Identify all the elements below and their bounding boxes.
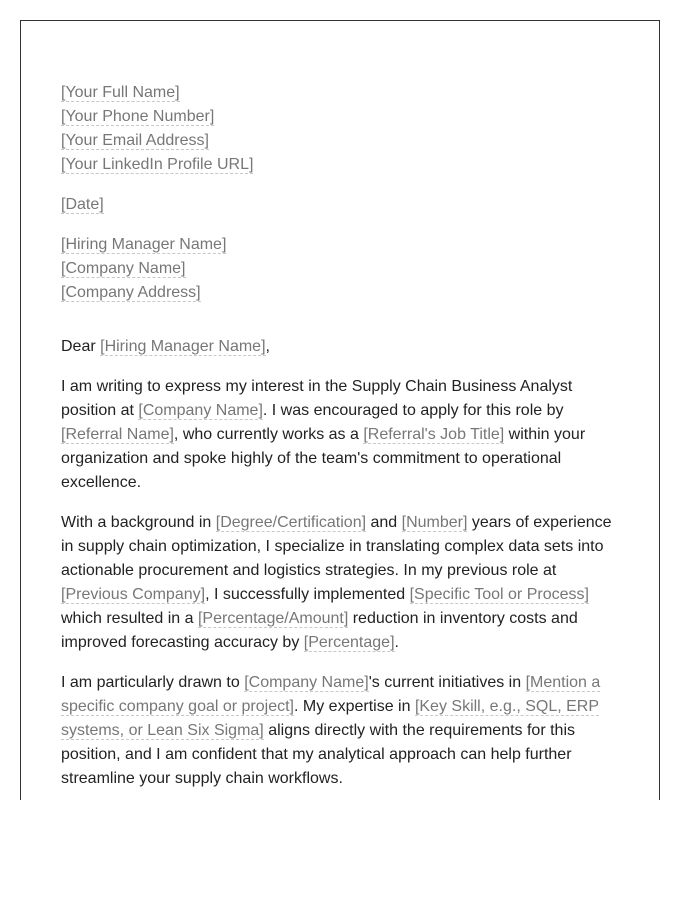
p1-text: I am writing to express my interest in the Supply Chain Business Analyst position at [61, 378, 573, 419]
p2-text: which resulted in a [61, 610, 198, 627]
p3-text: aligns directly with the requirements for this position, and I am confident that my analytical approach can help further streamline your supply chain workflows. [61, 722, 575, 787]
sender-block [61, 81, 621, 177]
p2-text: . [394, 634, 399, 651]
recipient-manager-field[interactable]: [Hiring Manager Name] [61, 236, 227, 253]
p2-placeholder-field[interactable]: [Degree/Certification] [215, 514, 367, 531]
sender-phone-field[interactable]: [Your Phone Number] [61, 108, 215, 125]
p2-placeholder-field[interactable]: [Previous Company] [61, 586, 206, 603]
salutation: Dear [Hiring Manager Name], [61, 338, 270, 355]
p3-placeholder-field[interactable]: [Mention a specific company goal or project] [61, 674, 601, 715]
paragraph-2 [61, 511, 621, 655]
sender-name-field[interactable]: [Your Full Name] [61, 84, 180, 101]
p2-text: and [366, 514, 402, 531]
p1-placeholder-field[interactable]: [Referral's Job Title] [363, 426, 505, 443]
paragraph-1 [61, 375, 621, 495]
date-field[interactable]: [Date] [61, 196, 104, 213]
p3-text: I am particularly drawn to [61, 674, 245, 691]
letter-body [61, 81, 621, 807]
p2-text: With a background in [61, 514, 216, 531]
p1-text: within your organization and spoke highly of the team's commitment to operational excellence. [61, 426, 586, 491]
p3-placeholder-field[interactable]: [Company Name] [244, 674, 369, 691]
p1-placeholder-field[interactable]: [Company Name] [138, 402, 263, 419]
p3-text: . My expertise in [294, 698, 415, 715]
p1-text: . I was encouraged to apply for this role by [262, 402, 564, 419]
p2-placeholder-field[interactable]: [Specific Tool or Process] [409, 586, 589, 603]
sender-email-field[interactable]: [Your Email Address] [61, 132, 209, 149]
p1-text: , who currently works as a [173, 426, 364, 443]
recipient-address-field[interactable]: [Company Address] [61, 284, 201, 301]
p3-text: 's current initiatives in [368, 674, 526, 691]
letter-page [20, 20, 660, 800]
recipient-block [61, 233, 621, 305]
recipient-company-field[interactable]: [Company Name] [61, 260, 186, 277]
p2-text: years of experience in supply chain optimization, I specialize in translating complex data sets into actionable procurement and logistics strategies. In my previous role at [61, 514, 612, 579]
p2-placeholder-field[interactable]: [Percentage/Amount] [197, 610, 349, 627]
paragraph-3 [61, 671, 621, 791]
p2-placeholder-field[interactable]: [Percentage] [303, 634, 395, 651]
p3-placeholder-field[interactable]: [Key Skill, e.g., SQL, ERP systems, or Lean Six Sigma] [61, 698, 600, 739]
p2-text: , I successfully implemented [205, 586, 410, 603]
date-block [61, 193, 621, 217]
sender-linkedin-field[interactable]: [Your LinkedIn Profile URL] [61, 156, 254, 173]
salutation-name-field[interactable]: [Hiring Manager Name] [100, 338, 266, 355]
p1-placeholder-field[interactable]: [Referral Name] [61, 426, 174, 443]
p2-text: reduction in inventory costs and improved forecasting accuracy by [61, 610, 578, 651]
p2-placeholder-field[interactable]: [Number] [401, 514, 468, 531]
